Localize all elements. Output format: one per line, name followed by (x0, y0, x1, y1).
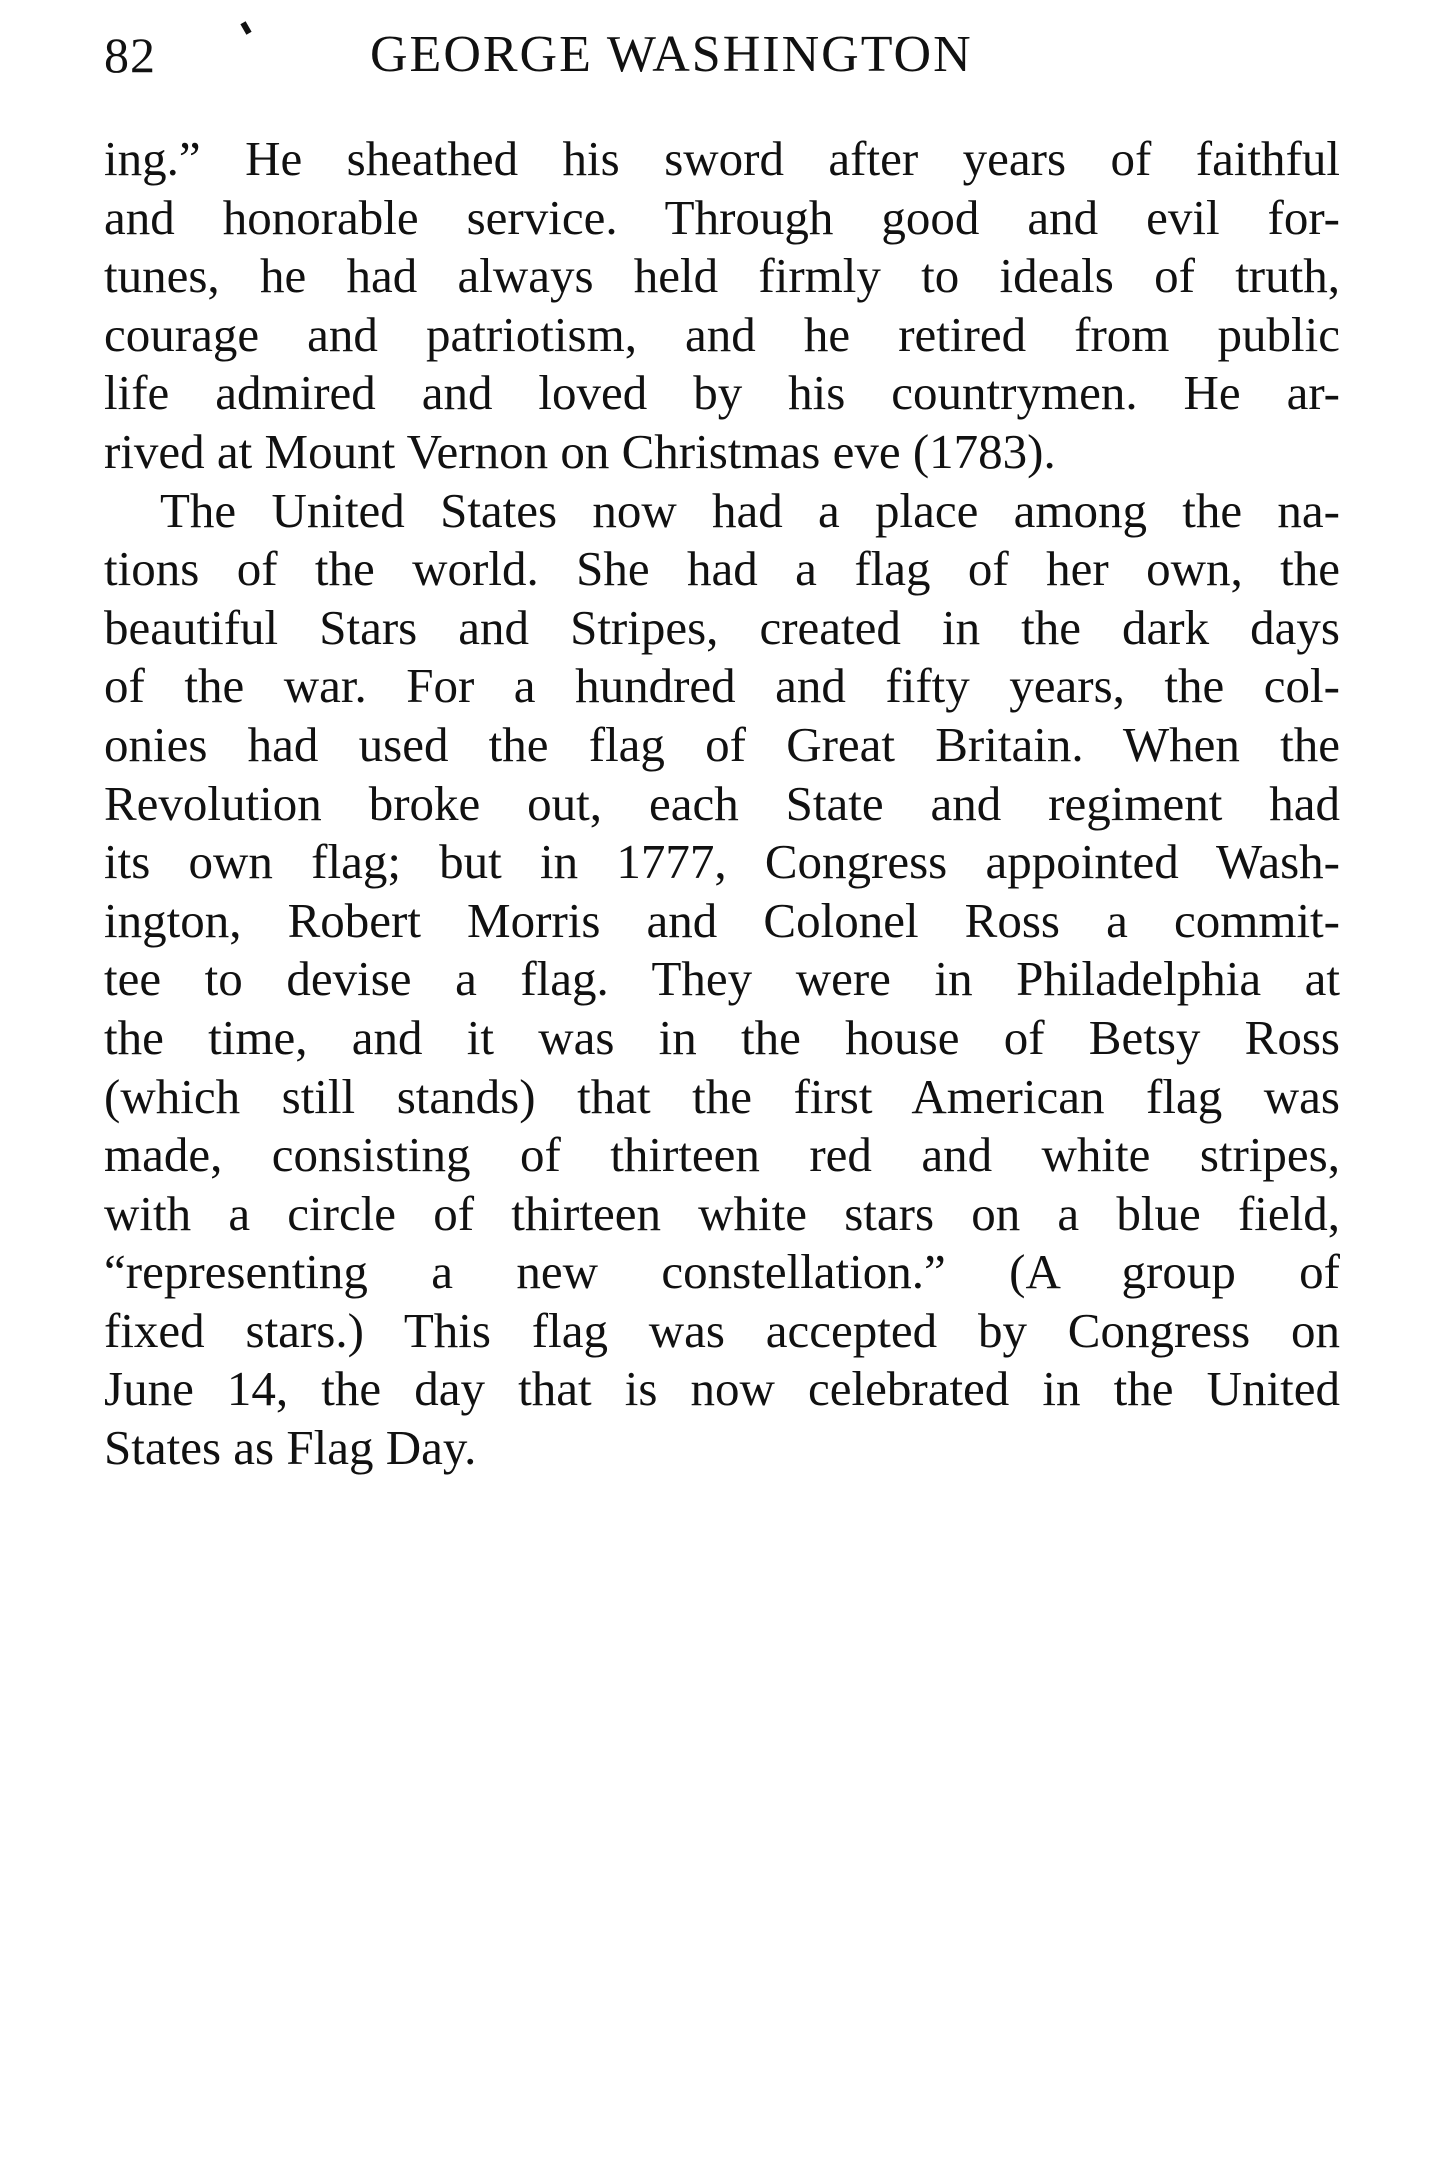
text-line: rived at Mount Vernon on Christmas eve (1783). (104, 423, 1056, 479)
text-line: with a circle of thirteen white stars on a blue field, (104, 1185, 1340, 1241)
text-line: the time, and it was in the house of Betsy Ross (104, 1009, 1340, 1065)
text-line: tions of the world. She had a flag of her own, the (104, 541, 1340, 597)
text-line: life admired and loved by his countrymen. He ar- (104, 365, 1340, 421)
body-text (104, 130, 1340, 1478)
text-line: its own flag; but in 1777, Congress appointed Wash- (104, 834, 1340, 890)
page-number: 82 (104, 27, 156, 83)
text-line: tunes, he had always held firmly to ideals of truth, (104, 248, 1340, 304)
text-line: beautiful Stars and Stripes, created in the dark days (104, 599, 1340, 655)
text-line: (which still stands) that the first American flag was (104, 1068, 1340, 1124)
text-line: onies had used the flag of Great Britain. When the (104, 716, 1340, 772)
text-line: ing.” He sheathed his sword after years of faithful (104, 131, 1340, 186)
text-line: Revolution broke out, each State and regiment had (104, 775, 1340, 831)
text-line: June 14, the day that is now celebrated in the United (104, 1361, 1340, 1417)
running-title: GEORGE WASHINGTON (370, 26, 973, 83)
text-line: and honorable service. Through good and evil for- (104, 189, 1340, 245)
text-line: “representing a new constellation.” (A group of (104, 1244, 1340, 1300)
text-line: tee to devise a flag. They were in Philadelphia at (104, 951, 1340, 1007)
printer-mark (240, 21, 251, 34)
text-line: fixed stars.) This flag was accepted by Congress on (104, 1302, 1340, 1358)
running-head (104, 20, 1344, 90)
text-line: made, consisting of thirteen red and white stripes, (104, 1127, 1340, 1183)
text-line: courage and patriotism, and he retired from public (104, 306, 1340, 362)
text-line: States as Flag Day. (104, 1420, 477, 1476)
text-line: ington, Robert Morris and Colonel Ross a commit- (104, 892, 1340, 948)
text-line: The United States now had a place among the na- (160, 482, 1340, 538)
text-line: of the war. For a hundred and fifty years, the col- (104, 658, 1340, 714)
